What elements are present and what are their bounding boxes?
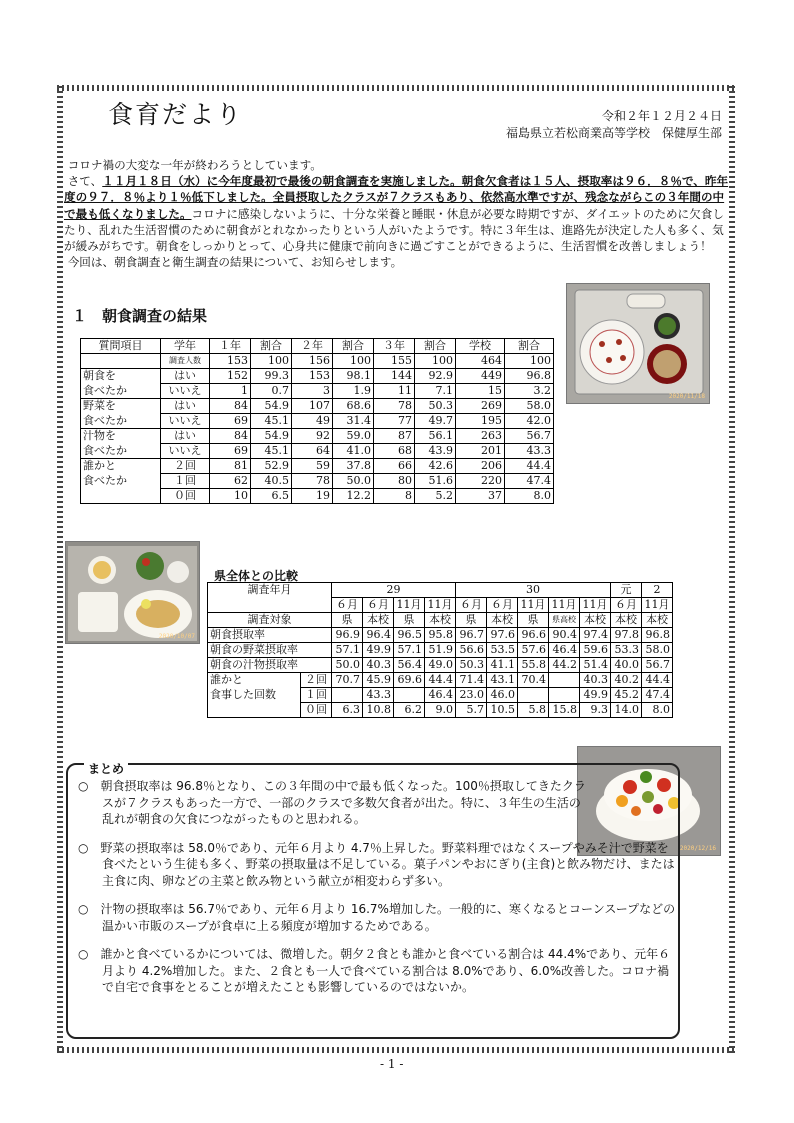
t1-answer: はい <box>161 369 210 384</box>
table-row <box>81 384 554 399</box>
t2-cell: 23.0 <box>456 688 487 703</box>
t1-cell: 50.0 <box>333 474 374 489</box>
t1-header: 学年 <box>161 339 210 354</box>
t1-cell: 78 <box>292 474 333 489</box>
t2-cell: 53.5 <box>487 643 518 658</box>
t2-cell: 59.6 <box>580 643 611 658</box>
t1-header: 割合 <box>251 339 292 354</box>
t2-year-label: 調査年月 <box>208 583 332 598</box>
t1-count-label: 調査人数 <box>161 354 210 369</box>
t2-cell: 96.6 <box>518 628 549 643</box>
lunch-photo <box>65 541 200 644</box>
section1-heading: １ 朝食調査の結果 <box>72 307 208 325</box>
t2-target: 県 <box>332 613 363 628</box>
t1-answer: １回 <box>161 474 210 489</box>
intro-p2-b: コロナに感染しないように、十分な栄養と睡眠・休息が必要な時期ですが、ダイエットのために欠食したり、乱れた生活習慣のために朝食がとれなかったりという人がいたようです。特に３年生は、進路先が決定した人も多く、気が緩みがちです。朝食をしっかりとって、心身共に健康で前向きに過ごすことができるように、生活習慣を改善しましょう！ <box>64 206 724 254</box>
t1-cell: 77 <box>374 414 415 429</box>
t2-cell: 43.3 <box>363 688 394 703</box>
t1-question: 朝食を <box>81 369 161 384</box>
breakfast-photo <box>566 283 710 404</box>
intro-text <box>64 157 732 270</box>
t2-cell: 9.0 <box>425 703 456 718</box>
t1-cell: 5.2 <box>415 489 456 504</box>
t2-cell: 15.8 <box>549 703 580 718</box>
t2-cell: 40.3 <box>580 673 611 688</box>
t1-header: １年 <box>210 339 251 354</box>
t2-cell: 43.1 <box>487 673 518 688</box>
t2-eat-row-label: ０回 <box>301 703 332 718</box>
frame-top <box>57 85 735 91</box>
t1-header: 割合 <box>333 339 374 354</box>
t2-cell: 57.1 <box>332 643 363 658</box>
t1-question: 食べたか <box>81 384 161 399</box>
t2-cell: 44.2 <box>549 658 580 673</box>
t2-cell: 41.1 <box>487 658 518 673</box>
t1-cell: 3.2 <box>505 384 554 399</box>
t2-row-label: 朝食摂取率 <box>208 628 332 643</box>
t2-cell: 49.9 <box>363 643 394 658</box>
t1-cell: 449 <box>456 369 505 384</box>
t2-cell: 8.0 <box>642 703 673 718</box>
t1-question: 食べたか <box>81 474 161 489</box>
t1-cell: 92.9 <box>415 369 456 384</box>
summary-list <box>78 778 678 1008</box>
t1-cell: 15 <box>456 384 505 399</box>
t1-cell: 96.8 <box>505 369 554 384</box>
t1-cell: 37 <box>456 489 505 504</box>
t2-cell: 56.6 <box>456 643 487 658</box>
t2-cell: 56.4 <box>394 658 425 673</box>
t2-cell: 44.4 <box>425 673 456 688</box>
t2-cell: 71.4 <box>456 673 487 688</box>
t1-cell: 49.7 <box>415 414 456 429</box>
t2-cell: 55.8 <box>518 658 549 673</box>
t2-cell: 57.1 <box>394 643 425 658</box>
t1-cell: 45.1 <box>251 444 292 459</box>
header-info <box>506 108 722 142</box>
t1-cell: 156 <box>292 354 333 369</box>
t2-cell: 5.7 <box>456 703 487 718</box>
breakfast-photo-image <box>567 284 709 403</box>
t1-question: 汁物を <box>81 429 161 444</box>
school-name: 福島県立若松商業高等学校 保健厚生部 <box>505 126 722 140</box>
t2-cell: 58.0 <box>642 643 673 658</box>
t1-cell: 87 <box>374 429 415 444</box>
t1-header: 質問項目 <box>81 339 161 354</box>
t1-cell: 155 <box>374 354 415 369</box>
t2-month: ６月 <box>332 598 363 613</box>
t2-cell <box>332 688 363 703</box>
table-row <box>208 688 673 703</box>
t1-cell: 201 <box>456 444 505 459</box>
t1-answer: はい <box>161 429 210 444</box>
t2-month: 11月 <box>394 598 425 613</box>
t2-cell <box>394 688 425 703</box>
t1-cell: 43.3 <box>505 444 554 459</box>
frame-left <box>57 85 63 1053</box>
table-row <box>81 474 554 489</box>
t2-month: 11月 <box>549 598 580 613</box>
t2-cell: 95.8 <box>425 628 456 643</box>
t1-cell: 59 <box>292 459 333 474</box>
intro-p3: 今回は、朝食調査と衛生調査の結果について、お知らせします。 <box>67 255 403 270</box>
t1-cell: 80 <box>374 474 415 489</box>
t2-cell: 50.0 <box>332 658 363 673</box>
table-row <box>81 399 554 414</box>
t1-cell: 10 <box>210 489 251 504</box>
t2-month: 11月 <box>580 598 611 613</box>
t2-cell: 14.0 <box>611 703 642 718</box>
t1-question: 食べたか <box>81 414 161 429</box>
t1-cell: 69 <box>210 414 251 429</box>
t1-header: ３年 <box>374 339 415 354</box>
t1-cell: 52.9 <box>251 459 292 474</box>
t2-cell: 9.3 <box>580 703 611 718</box>
t2-target: 本校 <box>363 613 394 628</box>
t2-month: 11月 <box>642 598 673 613</box>
t2-year: 30 <box>456 583 611 598</box>
t1-row-count <box>81 354 554 369</box>
t1-cell: 464 <box>456 354 505 369</box>
t2-cell: 70.7 <box>332 673 363 688</box>
t2-year: 29 <box>332 583 456 598</box>
t1-answer: はい <box>161 399 210 414</box>
t1-cell: 64 <box>292 444 333 459</box>
t2-cell <box>549 688 580 703</box>
photo-timestamp: 2020/12/16 <box>679 845 716 852</box>
t1-cell: 152 <box>210 369 251 384</box>
t2-target: 県 <box>518 613 549 628</box>
breakfast-survey-table <box>80 338 554 504</box>
t2-month: ６月 <box>611 598 642 613</box>
t1-cell: 54.9 <box>251 429 292 444</box>
page-number: - 1 - <box>380 1057 404 1071</box>
summary-item: ○ 汁物の摂取率は 56.7％であり、元年６月より 16.7%増加した。一般的に、寒くなるとコーンスープなどの温かい市販のスープが食卓に上る頻度が増加するためである。 <box>78 902 676 933</box>
table-row <box>81 459 554 474</box>
t2-cell: 51.4 <box>580 658 611 673</box>
t1-question: 野菜を <box>81 399 161 414</box>
table-row <box>208 643 673 658</box>
t1-cell: 153 <box>210 354 251 369</box>
t1-question: 食べたか <box>81 444 161 459</box>
t2-target-label: 調査対象 <box>208 613 332 628</box>
t2-cell <box>549 673 580 688</box>
t1-cell: 81 <box>210 459 251 474</box>
t2-month: ６月 <box>363 598 394 613</box>
t2-month: 11月 <box>518 598 549 613</box>
intro-p2-bold: １１月１８日（水）に今年度最初で最後の朝食調査を実施しました。朝食欠食者は１５人、摂取率は９６．８％で、昨年度の９７．８％より１％低下しました。全員摂取したクラスが７クラスもあり、依然高水準ですが、残念ながらこの３年間の中で最も低くなりました。 <box>64 174 729 221</box>
t1-answer: いいえ <box>161 444 210 459</box>
t2-target: 本校 <box>642 613 673 628</box>
t1-cell: 49 <box>292 414 333 429</box>
t1-cell: 42.6 <box>415 459 456 474</box>
t1-cell: 8.0 <box>505 489 554 504</box>
t2-target: 県 <box>456 613 487 628</box>
t2-cell: 46.4 <box>549 643 580 658</box>
t2-cell: 45.2 <box>611 688 642 703</box>
t2-cell: 69.6 <box>394 673 425 688</box>
t2-cell: 96.4 <box>363 628 394 643</box>
t2-row-label: 朝食の野菜摂取率 <box>208 643 332 658</box>
t2-year: 2 <box>642 583 673 598</box>
t1-cell: 220 <box>456 474 505 489</box>
t2-cell: 90.4 <box>549 628 580 643</box>
t2-cell: 56.7 <box>642 658 673 673</box>
t2-cell: 49.9 <box>580 688 611 703</box>
table-row <box>208 703 673 718</box>
t1-cell: 1.9 <box>333 384 374 399</box>
t1-header: 割合 <box>415 339 456 354</box>
t2-cell: 46.4 <box>425 688 456 703</box>
t2-row-label: 朝食の汁物摂取率 <box>208 658 332 673</box>
t2-cell: 44.4 <box>642 673 673 688</box>
t1-cell: 69 <box>210 444 251 459</box>
t1-cell: 100 <box>415 354 456 369</box>
t2-year: 元 <box>611 583 642 598</box>
t1-answer: ２回 <box>161 459 210 474</box>
t2-cell: 49.0 <box>425 658 456 673</box>
intro-p2-a: さて、 <box>67 174 103 189</box>
t1-cell: 56.7 <box>505 429 554 444</box>
table-row <box>81 444 554 459</box>
t1-cell: 206 <box>456 459 505 474</box>
t1-cell: 144 <box>374 369 415 384</box>
t1-cell: 7.1 <box>415 384 456 399</box>
t2-cell: 47.4 <box>642 688 673 703</box>
t2-eat-row-label: ２回 <box>301 673 332 688</box>
summary-item: ○ 野菜の摂取率は 58.0％であり、元年６月より 4.7％上昇した。野菜料理ではなくスープやみそ汁で野菜を食べたという生徒も多く、野菜の摂取量は不足している。菓子パンやおにぎり(主食)と飲み物だけ、または主食に肉、卵などの主菜と飲み物という献立が相変わらず多い。 <box>78 840 675 888</box>
comparison-caption: 県全体との比較 <box>214 569 299 583</box>
t1-cell: 56.1 <box>415 429 456 444</box>
t2-target: 本校 <box>611 613 642 628</box>
t1-cell: 45.1 <box>251 414 292 429</box>
t1-cell: 68.6 <box>333 399 374 414</box>
summary-item: ○ 朝食摂取率は 96.8％となり、この３年間の中で最も低くなった。100％摂取してきたクラスが７クラスもあった一方で、一部のクラスで多数欠食者が出た。特に、３年生の生活の乱れが朝食の欠食につながったものと思われる。 <box>78 779 586 826</box>
t1-cell: 100 <box>251 354 292 369</box>
photo-timestamp: 2020/11/18 <box>668 393 705 400</box>
t1-cell: 40.5 <box>251 474 292 489</box>
t1-cell: 66 <box>374 459 415 474</box>
t2-cell: 50.3 <box>456 658 487 673</box>
table-row <box>208 628 673 643</box>
t2-cell: 5.8 <box>518 703 549 718</box>
t2-cell: 96.7 <box>456 628 487 643</box>
t1-header: 学校 <box>456 339 505 354</box>
t2-cell: 51.9 <box>425 643 456 658</box>
prefecture-comparison-table <box>207 582 673 718</box>
t2-cell: 45.9 <box>363 673 394 688</box>
t1-question: 誰かと <box>81 459 161 474</box>
t2-cell: 6.3 <box>332 703 363 718</box>
t1-cell: 92 <box>292 429 333 444</box>
t1-answer: いいえ <box>161 384 210 399</box>
t2-cell: 40.0 <box>611 658 642 673</box>
t1-cell: 100 <box>333 354 374 369</box>
t2-cell: 96.9 <box>332 628 363 643</box>
t2-cell: 96.8 <box>642 628 673 643</box>
t2-cell: 97.6 <box>487 628 518 643</box>
t2-eat-row-label: １回 <box>301 688 332 703</box>
t1-cell: 1 <box>210 384 251 399</box>
t2-cell: 57.6 <box>518 643 549 658</box>
t1-cell: 37.8 <box>333 459 374 474</box>
t1-cell: 68 <box>374 444 415 459</box>
frame-bottom <box>57 1047 735 1053</box>
t1-cell: 41.0 <box>333 444 374 459</box>
t2-target: 県高校 <box>549 613 580 628</box>
t2-cell: 10.8 <box>363 703 394 718</box>
t1-cell: 153 <box>292 369 333 384</box>
t2-eat-label: 誰かと <box>208 673 301 688</box>
t1-cell: 98.1 <box>333 369 374 384</box>
t2-cell: 6.2 <box>394 703 425 718</box>
t1-cell: 269 <box>456 399 505 414</box>
t1-header: 割合 <box>505 339 554 354</box>
t1-cell: 51.6 <box>415 474 456 489</box>
t1-cell: 78 <box>374 399 415 414</box>
t1-cell: 99.3 <box>251 369 292 384</box>
t2-month: ６月 <box>487 598 518 613</box>
table-row <box>208 673 673 688</box>
t1-cell: 0.7 <box>251 384 292 399</box>
intro-p1: コロナ禍の大変な一年が終わろうとしています。 <box>67 158 322 172</box>
t2-cell: 53.3 <box>611 643 642 658</box>
t1-cell: 47.4 <box>505 474 554 489</box>
t1-answer: ０回 <box>161 489 210 504</box>
t2-target: 県 <box>394 613 425 628</box>
table-row <box>81 489 554 504</box>
photo-timestamp: 2020/10/07 <box>158 633 195 640</box>
t1-cell: 107 <box>292 399 333 414</box>
t2-cell: 46.0 <box>487 688 518 703</box>
t2-cell: 96.5 <box>394 628 425 643</box>
table-row <box>208 658 673 673</box>
t1-cell: 54.9 <box>251 399 292 414</box>
table-row <box>81 414 554 429</box>
t2-cell: 97.8 <box>611 628 642 643</box>
t1-header: ２年 <box>292 339 333 354</box>
table-row <box>81 429 554 444</box>
t1-cell: 62 <box>210 474 251 489</box>
t1-cell: 12.2 <box>333 489 374 504</box>
t2-cell: 10.5 <box>487 703 518 718</box>
t1-cell: 8 <box>374 489 415 504</box>
lunch-photo-image <box>66 542 199 643</box>
t1-cell: 84 <box>210 429 251 444</box>
t1-cell: 50.3 <box>415 399 456 414</box>
t1-cell: 100 <box>505 354 554 369</box>
t2-cell: 97.4 <box>580 628 611 643</box>
summary-title: まとめ <box>84 760 128 777</box>
t2-cell <box>518 688 549 703</box>
t1-cell: 263 <box>456 429 505 444</box>
t2-eat-label: 食事した回数 <box>208 688 301 703</box>
newsletter-title: 食育だより <box>108 100 244 129</box>
t1-cell: 19 <box>292 489 333 504</box>
t2-cell: 70.4 <box>518 673 549 688</box>
t2-month: 11月 <box>425 598 456 613</box>
t2-cell: 40.2 <box>611 673 642 688</box>
t1-cell: 6.5 <box>251 489 292 504</box>
summary-item: ○ 誰かと食べているかについては、微増した。朝夕２食とも誰かと食べている割合は 44.4%であり、元年６月より 4.2%増加した。また、２食とも一人で食べている割合は 8.0%であり、6.0%改善した。コロナ禍で自宅で食事をとることが増えたことも影響しているのではないか。 <box>78 947 671 994</box>
t1-cell: 42.0 <box>505 414 554 429</box>
t1-cell: 44.4 <box>505 459 554 474</box>
issue-date: 令和２年１２月２４日 <box>601 109 722 123</box>
t1-cell: 31.4 <box>333 414 374 429</box>
table-row <box>81 369 554 384</box>
t2-cell: 40.3 <box>363 658 394 673</box>
t2-target: 本校 <box>425 613 456 628</box>
t1-cell: 43.9 <box>415 444 456 459</box>
t1-cell: 58.0 <box>505 399 554 414</box>
t2-target: 本校 <box>580 613 611 628</box>
t1-answer: いいえ <box>161 414 210 429</box>
t1-cell: 84 <box>210 399 251 414</box>
t1-cell: 3 <box>292 384 333 399</box>
t2-target: 本校 <box>487 613 518 628</box>
t2-month: ６月 <box>456 598 487 613</box>
t1-cell: 195 <box>456 414 505 429</box>
t1-cell: 11 <box>374 384 415 399</box>
t1-cell: 59.0 <box>333 429 374 444</box>
